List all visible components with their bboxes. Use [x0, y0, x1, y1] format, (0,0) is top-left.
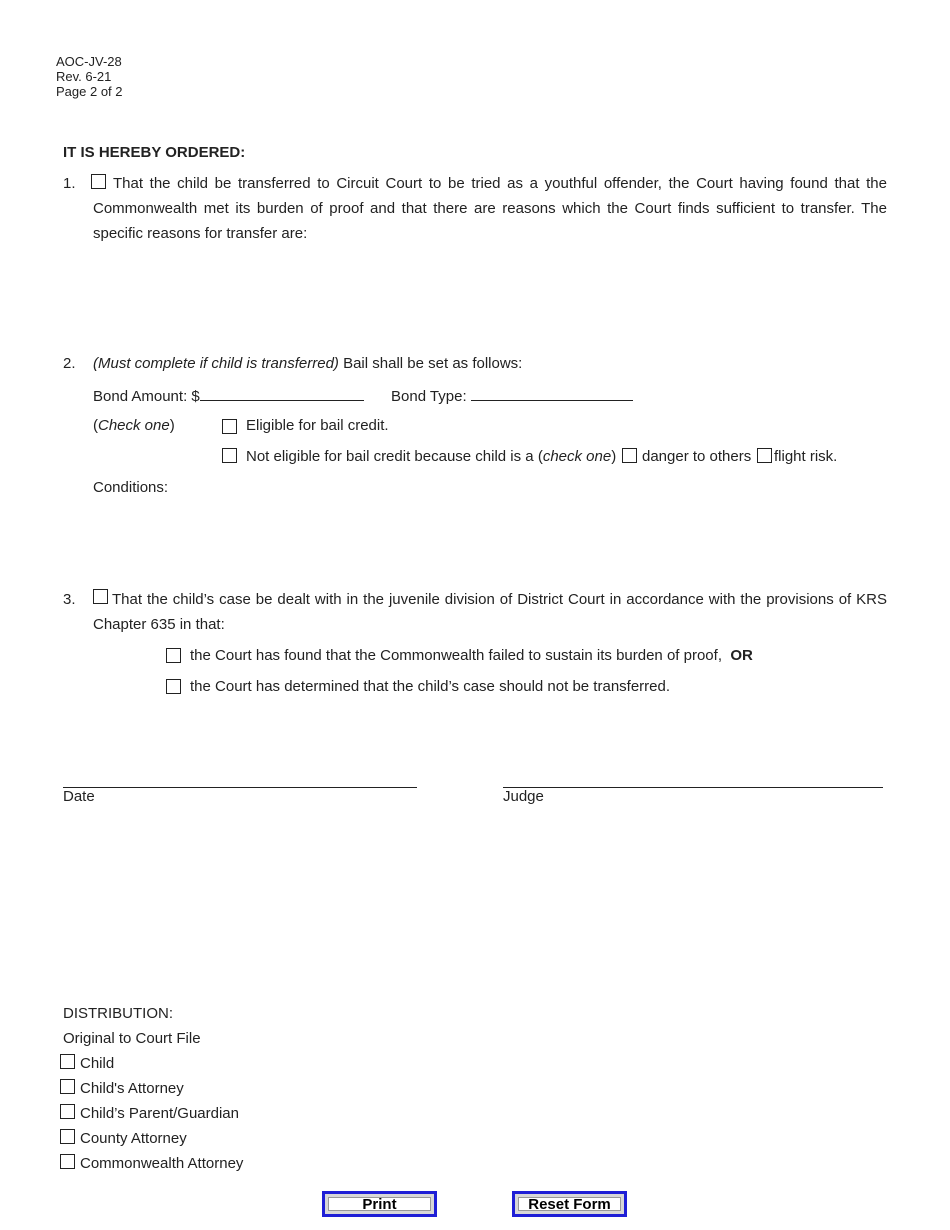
item2-intro: [93, 355, 522, 372]
dist-childs-attorney-checkbox[interactable]: [60, 1079, 75, 1094]
dist-child-checkbox[interactable]: [60, 1054, 75, 1069]
form-header: [56, 54, 123, 99]
option-b-label: the Court has determined that the child’s case should not be transferred.: [190, 678, 671, 695]
dist-county-attorney-checkbox[interactable]: [60, 1129, 75, 1144]
option-a-text: the Court has found that the Commonwealth failed to sustain its burden of proof,: [190, 647, 722, 664]
revision: Rev. 6-21: [56, 69, 112, 84]
bond-type-field[interactable]: [471, 386, 633, 401]
page-number: Page 2 of 2: [56, 84, 123, 99]
option-a-label: [190, 647, 753, 664]
date-label: Date: [63, 788, 95, 805]
reset-form-button[interactable]: [512, 1191, 627, 1217]
bond-amount-field[interactable]: [200, 386, 364, 401]
bond-type-row: [391, 386, 633, 405]
not-eligible-italic: check one: [542, 448, 612, 465]
item1-text: That the child be transferred to Circuit Court to be tried as a youthful offender, the Court having found that the Commonwealth met its burden of proof and that there are reasons which the Court finds sufficient to transfer. The specific reasons for transfer are:: [93, 175, 887, 242]
distribution-original: Original to Court File: [63, 1030, 201, 1047]
dist-commonwealth-attorney-checkbox[interactable]: [60, 1154, 75, 1169]
not-eligible-label: [246, 448, 616, 465]
judge-line[interactable]: [503, 787, 883, 788]
dist-commonwealth-attorney-label: Commonwealth Attorney: [80, 1155, 244, 1172]
print-button-label: Print: [328, 1197, 431, 1211]
date-line[interactable]: [63, 787, 417, 788]
item1-number: 1.: [63, 175, 76, 192]
check-one-italic: Check one: [98, 417, 170, 434]
eligible-checkbox[interactable]: [222, 419, 237, 434]
dist-child-label: Child: [80, 1055, 115, 1072]
check-one-close: ): [169, 417, 175, 434]
item2-number: 2.: [63, 355, 76, 372]
option-b-checkbox[interactable]: [166, 679, 181, 694]
check-one-label: [93, 417, 175, 434]
reset-button-label: Reset Form: [518, 1197, 621, 1211]
print-button[interactable]: [322, 1191, 437, 1217]
dist-parent-guardian-checkbox[interactable]: [60, 1104, 75, 1119]
danger-checkbox[interactable]: [622, 448, 637, 463]
option-a-or: OR: [730, 647, 753, 664]
conditions-label: Conditions:: [93, 479, 169, 496]
item3-number: 3.: [63, 591, 76, 608]
dist-childs-attorney-label: Child's Attorney: [80, 1080, 184, 1097]
item2-intro-rest: Bail shall be set as follows:: [338, 355, 523, 372]
dist-county-attorney-label: County Attorney: [80, 1130, 187, 1147]
flight-risk-checkbox[interactable]: [757, 448, 772, 463]
danger-label: danger to others: [642, 448, 752, 465]
not-eligible-checkbox[interactable]: [222, 448, 237, 463]
not-eligible-suffix: ): [611, 448, 617, 465]
order-heading: IT IS HEREBY ORDERED:: [63, 144, 246, 161]
flight-risk-label: flight risk.: [774, 448, 838, 465]
bond-type-label: Bond Type:: [391, 388, 467, 405]
not-eligible-prefix: Not eligible for bail credit because child is a (: [246, 448, 543, 465]
check-one-open: (: [93, 417, 98, 434]
item3-text: That the child’s case be dealt with in the juvenile division of District Court in accordance with the provisions of KRS Chapter 635 in that:: [93, 591, 887, 633]
judge-label: Judge: [503, 788, 544, 805]
eligible-label: Eligible for bail credit.: [246, 417, 389, 434]
dist-parent-guardian-label: Child’s Parent/Guardian: [80, 1105, 239, 1122]
distribution-heading: DISTRIBUTION:: [63, 1005, 174, 1022]
item2-intro-italic: (Must complete if child is transferred): [93, 355, 339, 372]
form-id: AOC-JV-28: [56, 54, 122, 69]
option-a-checkbox[interactable]: [166, 648, 181, 663]
bond-amount-label: Bond Amount: $: [93, 388, 200, 405]
bond-amount-row: [93, 386, 364, 405]
